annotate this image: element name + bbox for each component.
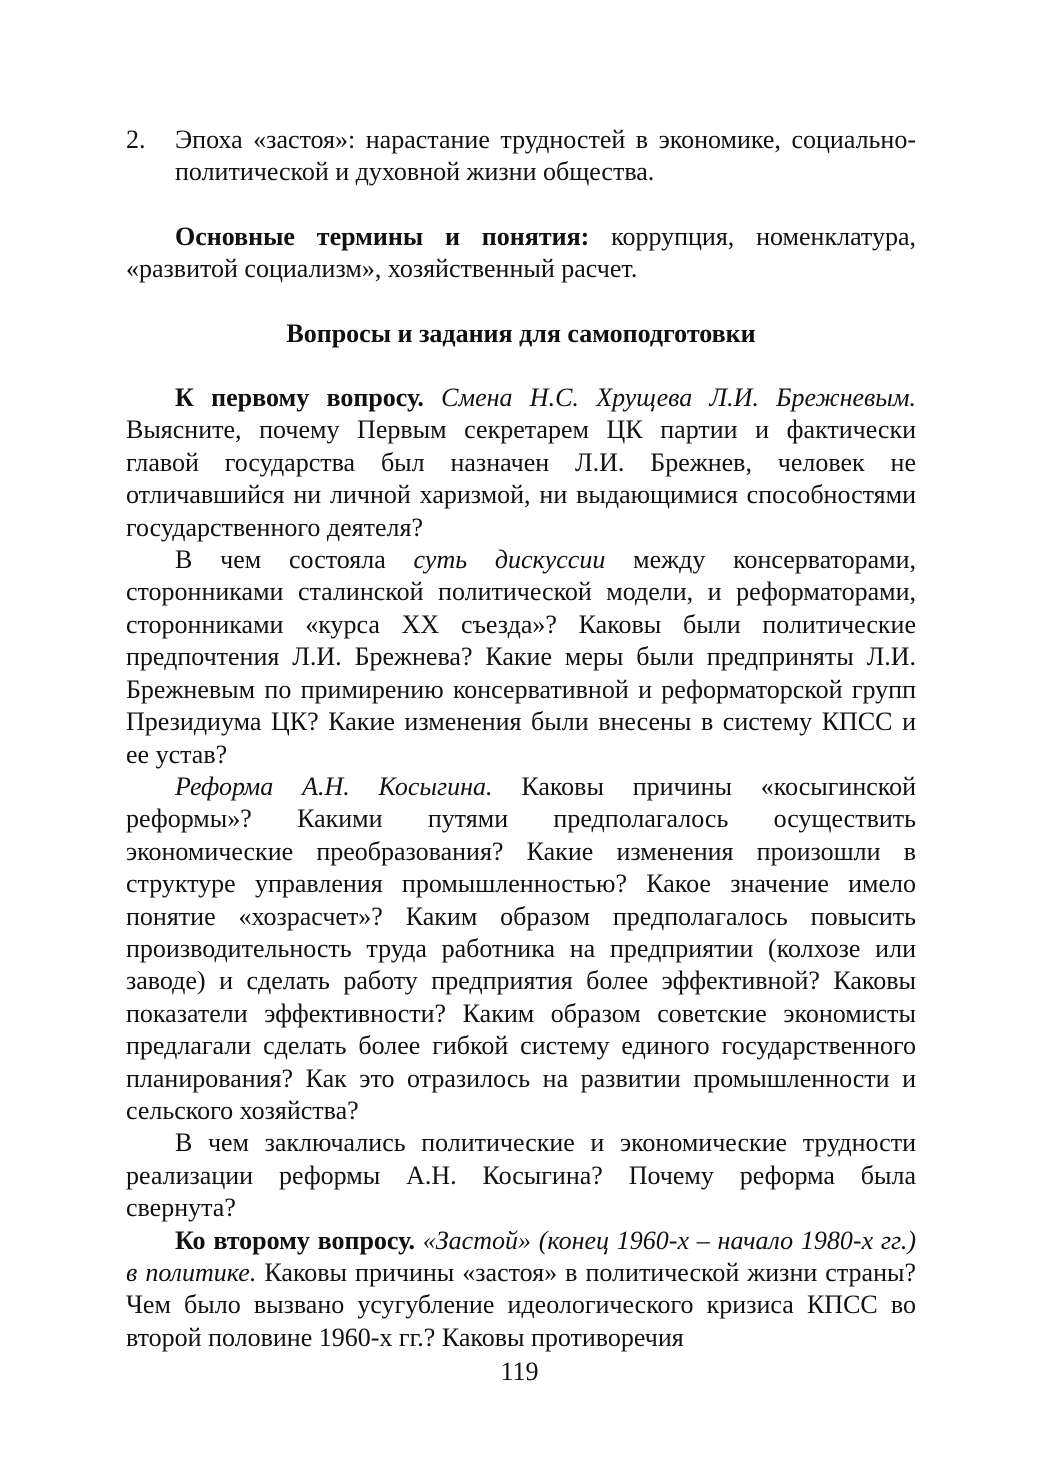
page-number: 119 xyxy=(500,1357,539,1386)
paragraph-reform-difficulties: В чем заключались политические и экономические трудности реализации реформы А.Н. Косыгина? Почему реформа была свернута? xyxy=(126,1128,916,1223)
paragraph-emphasis: суть дискуссии xyxy=(413,545,606,575)
question-2-topic: «Застой» (конец 1960-х – начало 1980-х гг.) в политике. xyxy=(126,1225,917,1287)
paragraph-text: В чем состояла xyxy=(175,545,414,575)
question-1-paragraph xyxy=(126,382,916,544)
paragraph-topic: Реформа А.Н. Косыгина. xyxy=(175,771,493,801)
page-content xyxy=(126,124,916,1354)
list-text: Эпоха «застоя»: нарастание трудностей в экономике, социально-политической и духовной жизни общества. xyxy=(175,125,916,187)
paragraph-kosygin-reform xyxy=(126,771,916,1127)
list-item-2 xyxy=(126,124,916,189)
terms-text: коррупция, номенклатура, «развитой социализм», хозяйственный расчет. xyxy=(126,221,916,284)
paragraph-text: между консерваторами, сторонниками сталинской политической модели, и реформаторами, сторонниками «курса XX съезда»? Каковы были политические предпочтения Л.И. Брежнева? Какие меры были предприняты Л.И. Брежневым по примирению консервативной и реформаторской групп Президиума ЦК? Какие изменения были внесены в систему КПСС и ее устав? xyxy=(126,545,916,769)
terms-paragraph xyxy=(126,221,916,286)
question-1-text: Выясните, почему Первым секретарем ЦК партии и фактически главой государства был назначен Л.И. Брежнев, человек не отличавшийся ни личной харизмой, ни выдающимися способностями государственного деятеля? xyxy=(126,415,916,542)
section-heading: Вопросы и задания для самоподготовки xyxy=(286,318,756,348)
list-number: 2. xyxy=(126,125,146,154)
paragraph-text: Каковы причины «косыгинской реформы»? Какими путями предполагалось осуществить экономические преобразования? Какие изменения произошли в структуре управления промышленностью? Какое значение имело понятие «хозрасчет»? Каким образом предполагалось повысить производительность труда работника на предприятии (колхозе или заводе) и сделать работу предприятия более эффективной? Каковы показатели эффективности? Каким образом советские экономисты предлагали сделать более гибкой систему единого государственного планирования? Как это отразилось на развитии промышленности и сельского хозяйства? xyxy=(126,771,916,1125)
question-2-label: Ко второму вопросу. xyxy=(175,1225,416,1255)
paragraph-discussion xyxy=(126,544,916,771)
question-2-text: Каковы причины «застоя» в политической жизни страны? Чем было вызвано усугубление идеологического кризиса КПСС во второй половине 1960-х гг.? Каковы противоречия xyxy=(126,1258,916,1352)
question-1-topic: Смена Н.С. Хрущева Л.И. Брежневым. xyxy=(423,383,916,413)
terms-label: Основные термины и понятия: xyxy=(175,221,590,251)
question-1-label: К первому вопросу. xyxy=(175,383,424,413)
question-2-paragraph xyxy=(126,1225,916,1355)
